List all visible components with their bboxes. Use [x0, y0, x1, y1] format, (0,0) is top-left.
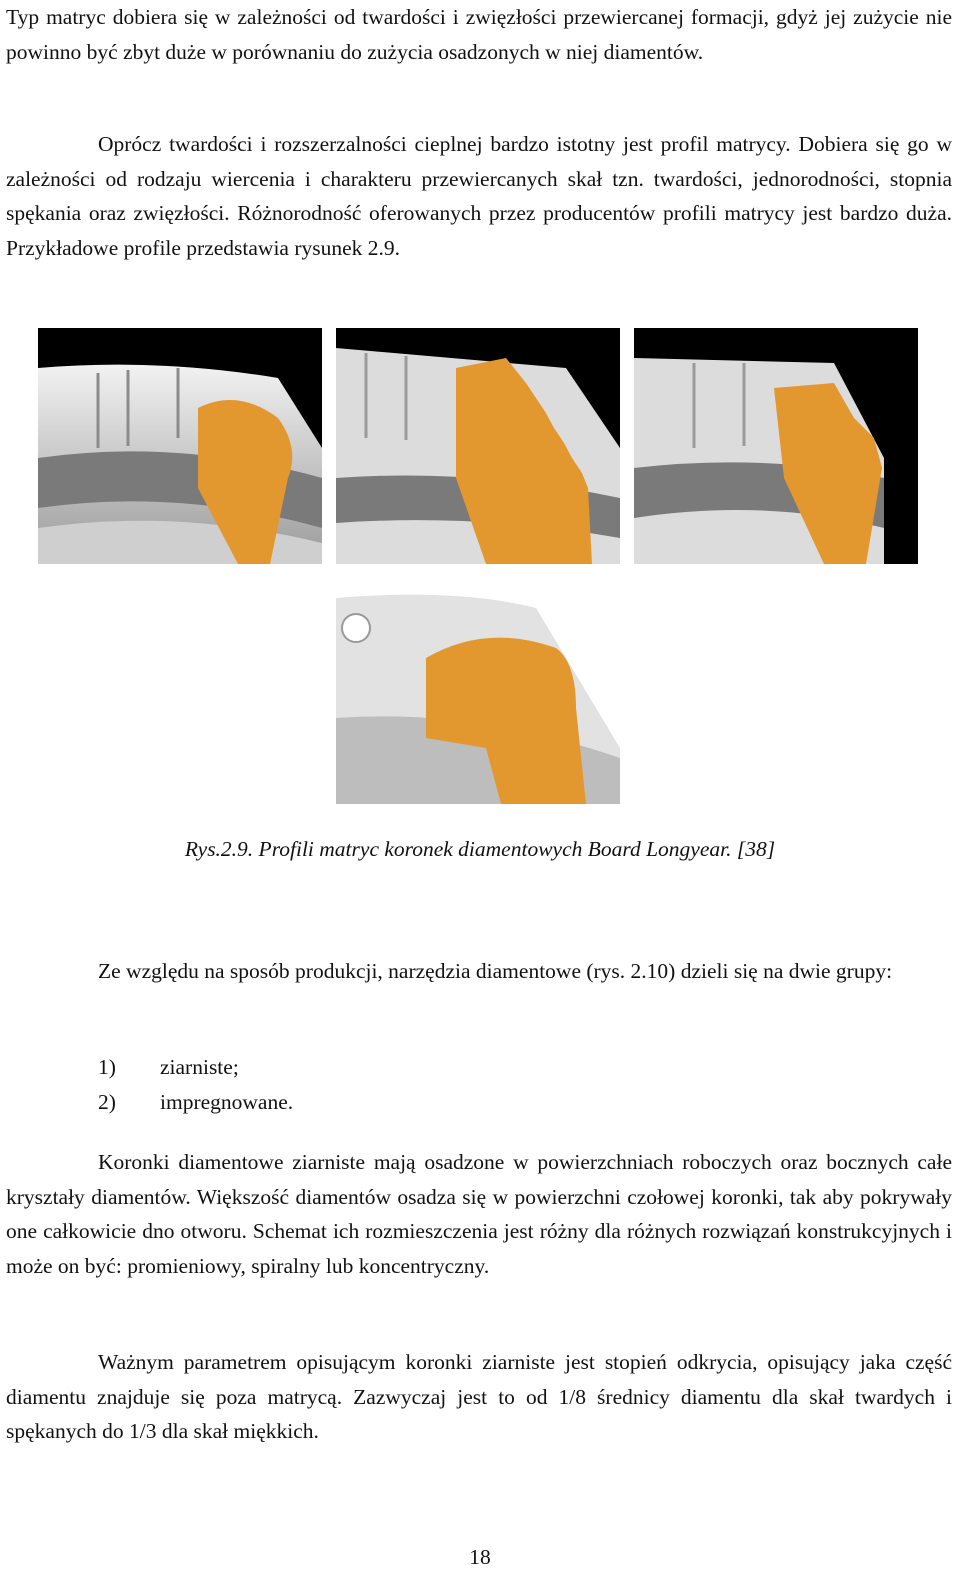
- figure-image-chamfered-profile: [634, 328, 918, 564]
- paragraph-matrix-type: Typ matryc dobiera się w zależności od twardości i zwięzłości przewiercanej formacji, gdyż jej zużycie nie powinno być zbyt duże w porównaniu do zużycia osadzonych w niej diamentów.: [6, 5, 952, 64]
- list-item-number: 2): [98, 1089, 116, 1114]
- matrix-profile-rounded-image: [38, 328, 322, 564]
- list-item-text: impregnowane.: [160, 1089, 294, 1114]
- list-item-text: ziarniste;: [160, 1055, 239, 1079]
- page-number: 18: [469, 1545, 491, 1569]
- matrix-profile-flat-shoulder-image: [336, 568, 620, 804]
- matrix-profile-chamfered-image: [634, 328, 918, 564]
- figure-image-stepped-profile: [336, 328, 620, 564]
- list-item-number: 1): [98, 1055, 116, 1079]
- matrix-profile-stepped-image: [336, 328, 620, 564]
- list-item: [98, 1050, 293, 1085]
- figure-caption: Rys.2.9. Profili matryc koronek diamentowych Board Longyear. [38]: [184, 837, 776, 861]
- paragraph-granular-bits: Koronki diamentowe ziarniste mają osadzone w powierzchniach roboczych oraz bocznych całe kryształy diamentów. Większość diamentów osadza się w powierzchni czołowej koronki, tak aby pokrywały one całkowicie dno otworu. Schemat ich rozmieszczenia jest różny dla różnych rozwiązań konstrukcyjnych i może on być: promieniowy, spiralny lub koncentryczny.: [6, 1150, 952, 1278]
- production-types-list: [98, 1050, 293, 1119]
- paragraph-matrix-profile: Oprócz twardości i rozszerzalności cieplnej bardzo istotny jest profil matrycy. Dobiera się go w zależności od rodzaju wiercenia i charakteru przewiercanych skał tzn. twardości, jednorodności, stopnia spękania oraz zwięzłości. Różnorodność oferowanych przez producentów profili matrycy jest bardzo duża. Przykładowe profile przedstawia rysunek 2.9.: [6, 132, 952, 260]
- figure-image-shoulder-profile: [336, 568, 620, 804]
- figure-image-rounded-profile: [38, 328, 322, 564]
- paragraph-exposure: Ważnym parametrem opisującym koronki ziarniste jest stopień odkrycia, opisujący jaka część diamentu znajduje się poza matrycą. Zazwyczaj jest to od 1/8 średnicy diamentu dla skał twardych i spękanych do 1/3 dla skał miękkich.: [6, 1350, 952, 1443]
- list-item: [98, 1085, 293, 1120]
- paragraph-production: Ze względu na sposób produkcji, narzędzia diamentowe (rys. 2.10) dzieli się na dwie grupy:: [98, 959, 893, 983]
